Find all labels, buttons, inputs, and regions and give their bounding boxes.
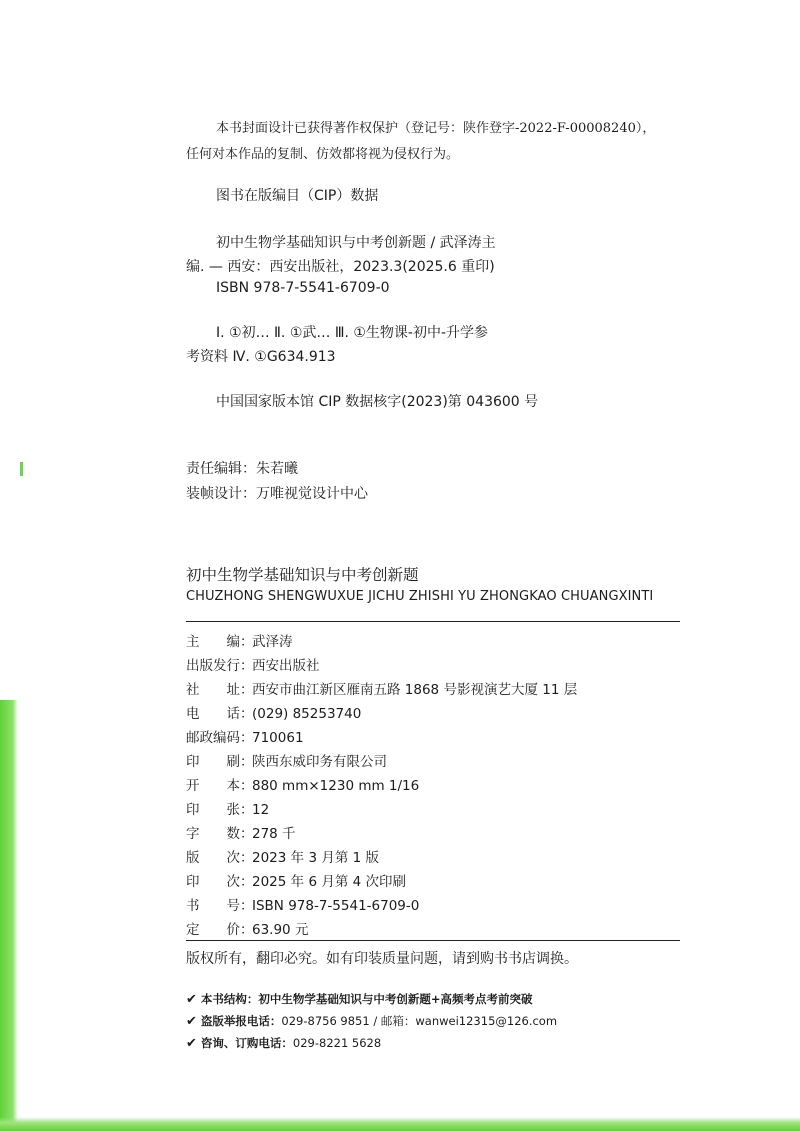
detail-row <box>186 846 379 866</box>
check-icon: ✔ <box>186 992 197 1007</box>
detail-value: 278 千 <box>252 826 296 842</box>
note-structure <box>186 991 533 1007</box>
detail-row <box>186 654 320 674</box>
book-title-pinyin: CHUZHONG SHENGWUXUE JICHU ZHISHI YU ZHONGKAO CHUANGXINTI <box>186 589 654 604</box>
scan-green-edge-left <box>0 700 18 1131</box>
detail-label: 邮政编码： <box>186 730 254 746</box>
book-title-cn: 初中生物学基础知识与中考创新题 <box>186 566 419 584</box>
editor-label: 责任编辑： <box>186 461 256 477</box>
detail-label: 版 次： <box>186 850 254 866</box>
divider-bottom <box>186 940 680 941</box>
scan-green-mark <box>20 462 23 476</box>
design-credit <box>186 483 368 503</box>
editor-value: 朱若曦 <box>256 461 298 477</box>
detail-label: 字 数： <box>186 826 254 842</box>
editor-credit <box>186 458 298 478</box>
note-order <box>186 1035 381 1051</box>
detail-value: 63.90 元 <box>252 922 309 938</box>
detail-label: 开 本： <box>186 778 254 794</box>
detail-label: 书 号： <box>186 898 254 914</box>
detail-label: 出版发行： <box>186 658 254 674</box>
note-value: 029-8756 9851 / 邮箱：wanwei12315@126.com <box>281 1014 558 1028</box>
detail-value: 710061 <box>252 730 304 746</box>
detail-row <box>186 798 269 818</box>
detail-value: 880 mm×1230 mm 1/16 <box>252 778 420 794</box>
design-label: 装帧设计： <box>186 486 256 502</box>
detail-value: 12 <box>252 802 270 818</box>
cip-line-6: 中国国家版本馆 CIP 数据核字(2023)第 043600 号 <box>216 394 539 410</box>
check-icon: ✔ <box>186 1014 197 1029</box>
cip-line-2: 编. — 西安：西安出版社，2023.3(2025.6 重印) <box>186 259 495 275</box>
detail-row <box>186 630 293 650</box>
note-label: 盗版举报电话： <box>200 1014 282 1028</box>
detail-label: 印 刷： <box>186 754 254 770</box>
detail-label: 印 张： <box>186 802 254 818</box>
copyright-line-2: 任何对本作品的复制、仿效都将视为侵权行为。 <box>186 147 460 162</box>
detail-value: 西安出版社 <box>252 658 320 674</box>
detail-label: 社 址： <box>186 682 254 698</box>
cip-heading: 图书在版编目（CIP）数据 <box>216 188 379 204</box>
detail-row <box>186 678 577 698</box>
detail-value: 武泽涛 <box>252 634 293 650</box>
note-value: 初中生物学基础知识与中考创新题+高频考点考前突破 <box>258 992 533 1006</box>
detail-value: ISBN 978-7-5541-6709-0 <box>252 898 420 914</box>
detail-value: 2023 年 3 月第 1 版 <box>252 850 379 866</box>
detail-row <box>186 750 387 770</box>
detail-row <box>186 774 419 794</box>
detail-row <box>186 918 308 938</box>
note-value: 029-8221 5628 <box>292 1036 382 1050</box>
detail-value: (029) 85253740 <box>252 706 362 722</box>
divider-top <box>186 621 680 622</box>
cip-line-3: ISBN 978-7-5541-6709-0 <box>216 280 390 296</box>
detail-row <box>186 702 361 722</box>
cip-line-1: 初中生物学基础知识与中考创新题 / 武泽涛主 <box>216 235 496 251</box>
detail-row <box>186 726 304 746</box>
scan-green-edge-bottom <box>0 1117 800 1131</box>
cip-line-5: 考资料 Ⅳ. ①G634.913 <box>186 349 336 365</box>
detail-value: 西安市曲江新区雁南五路 1868 号影视演艺大厦 11 层 <box>252 682 578 698</box>
cip-line-4: Ⅰ. ①初… Ⅱ. ①武… Ⅲ. ①生物课-初中-升学参 <box>216 325 489 341</box>
detail-label: 印 次： <box>186 874 254 890</box>
detail-value: 陕西东威印务有限公司 <box>252 754 387 770</box>
check-icon: ✔ <box>186 1036 197 1051</box>
note-label: 本书结构： <box>200 992 259 1006</box>
detail-label: 电 话： <box>186 706 254 722</box>
copyright-line-1: 本书封面设计已获得著作权保护（登记号：陕作登字-2022-F-00008240）， <box>216 121 656 136</box>
detail-row <box>186 870 406 890</box>
note-piracy <box>186 1013 557 1029</box>
detail-label: 主 编： <box>186 634 254 650</box>
detail-label: 定 价： <box>186 922 254 938</box>
detail-value: 2025 年 6 月第 4 次印刷 <box>252 874 406 890</box>
rights-statement: 版权所有，翻印必究。如有印装质量问题，请到购书书店调换。 <box>186 951 578 967</box>
note-label: 咨询、订购电话： <box>200 1036 293 1050</box>
detail-row <box>186 894 419 914</box>
design-value: 万唯视觉设计中心 <box>256 486 368 502</box>
detail-row <box>186 822 296 842</box>
